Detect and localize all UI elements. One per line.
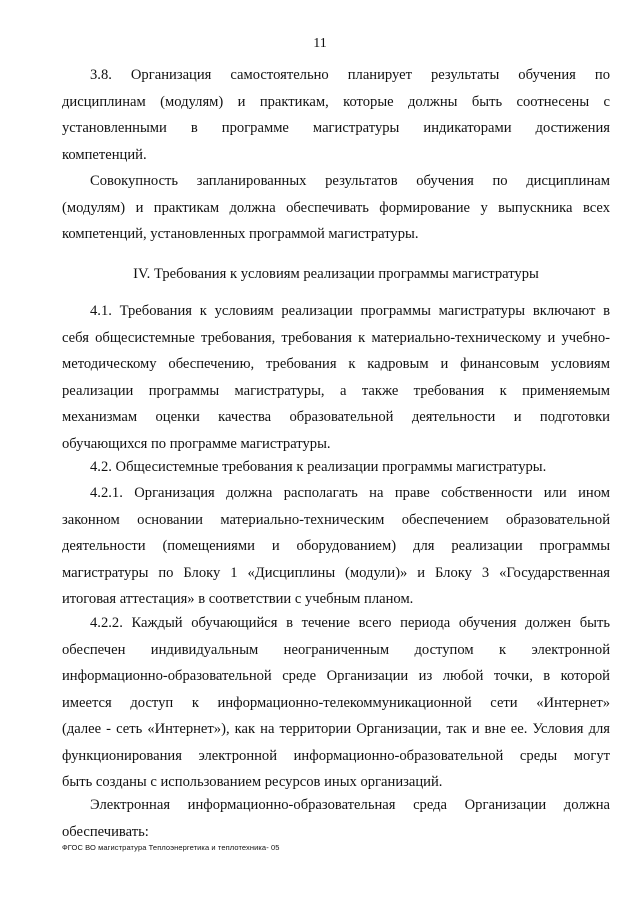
text-line: Совокупность запланированных результатов обучения по дисциплинам	[90, 173, 610, 189]
text-line: 4.2. Общесистемные требования к реализации программы магистратуры.	[90, 459, 547, 475]
text-line: имеется доступ к информационно-телекоммуникационной сети «Интернет»	[62, 694, 610, 711]
text-line: компетенций.	[62, 146, 147, 163]
paragraph-3-8	[62, 62, 610, 168]
text-line: (модулям) и практикам должна обеспечивать формирование у выпускника всех	[62, 199, 610, 216]
text-line: функционирования электронной информационно-образовательной среды могут	[62, 747, 610, 764]
section-heading: IV. Требования к условиям реализации программы магистратуры	[133, 266, 539, 282]
text-line: механизмам оценки качества образовательной деятельности и подготовки	[62, 409, 610, 425]
text-line: итоговая аттестация» в соответствии с учебным планом.	[62, 591, 414, 607]
paragraph-electronic-environment	[62, 792, 610, 845]
text-line: быть созданы с использованием ресурсов иных организаций.	[62, 774, 443, 790]
text-line: обеспечивать:	[62, 823, 149, 840]
text-line: реализации программы магистратуры, а также требования к применяемым	[62, 382, 610, 399]
paragraph-4-2-2	[62, 610, 610, 796]
paragraph-4-2	[62, 454, 610, 481]
text-line: себя общесистемные требования, требования к материально-техническому и учебно-	[62, 329, 610, 346]
text-line: информационно-образовательной среде Организации из любой точки, в которой	[62, 668, 610, 684]
text-line: установленными в программе магистратуры индикаторами достижения	[62, 120, 610, 136]
text-line: обеспечен индивидуальным неограниченным доступом к электронной	[62, 641, 610, 658]
page-number: 11	[313, 36, 327, 51]
text-line: 3.8. Организация самостоятельно планирует результаты обучения по	[90, 67, 610, 83]
text-line: 4.2.2. Каждый обучающийся в течение всего периода обучения должен быть	[90, 615, 610, 631]
text-line: 4.1. Требования к условиям реализации программы магистратуры включают в	[90, 303, 610, 319]
text-line: законном основании материально-техническим обеспечением образовательной	[62, 511, 610, 528]
text-line: компетенций, установленных программой магистратуры.	[62, 226, 419, 242]
text-line: деятельности (помещениями и оборудованием) для реализации программы	[62, 538, 610, 554]
text-line: Электронная информационно-образовательная среда Организации должна	[90, 797, 610, 813]
text-line: (далее - сеть «Интернет»), как на территории Организации, так и вне ее. Условия для	[62, 721, 610, 737]
text-line: магистратуры по Блоку 1 «Дисциплины (модули)» и Блоку 3 «Государственная	[62, 564, 610, 581]
text-line: 4.2.1. Организация должна располагать на праве собственности или ином	[90, 485, 610, 501]
text-line: дисциплинам (модулям) и практикам, которые должны быть соотнесены с	[62, 93, 610, 110]
paragraph-4-2-1	[62, 480, 610, 613]
document-footer: ФГОС ВО магистратура Теплоэнергетика и теплотехника- 05	[62, 843, 280, 852]
text-line: методическому обеспечению, требования к кадровым и финансовым условиям	[62, 356, 610, 372]
paragraph-4-1	[62, 298, 610, 457]
text-line: обучающихся по программе магистратуры.	[62, 435, 331, 452]
paragraph-competencies	[62, 168, 610, 248]
